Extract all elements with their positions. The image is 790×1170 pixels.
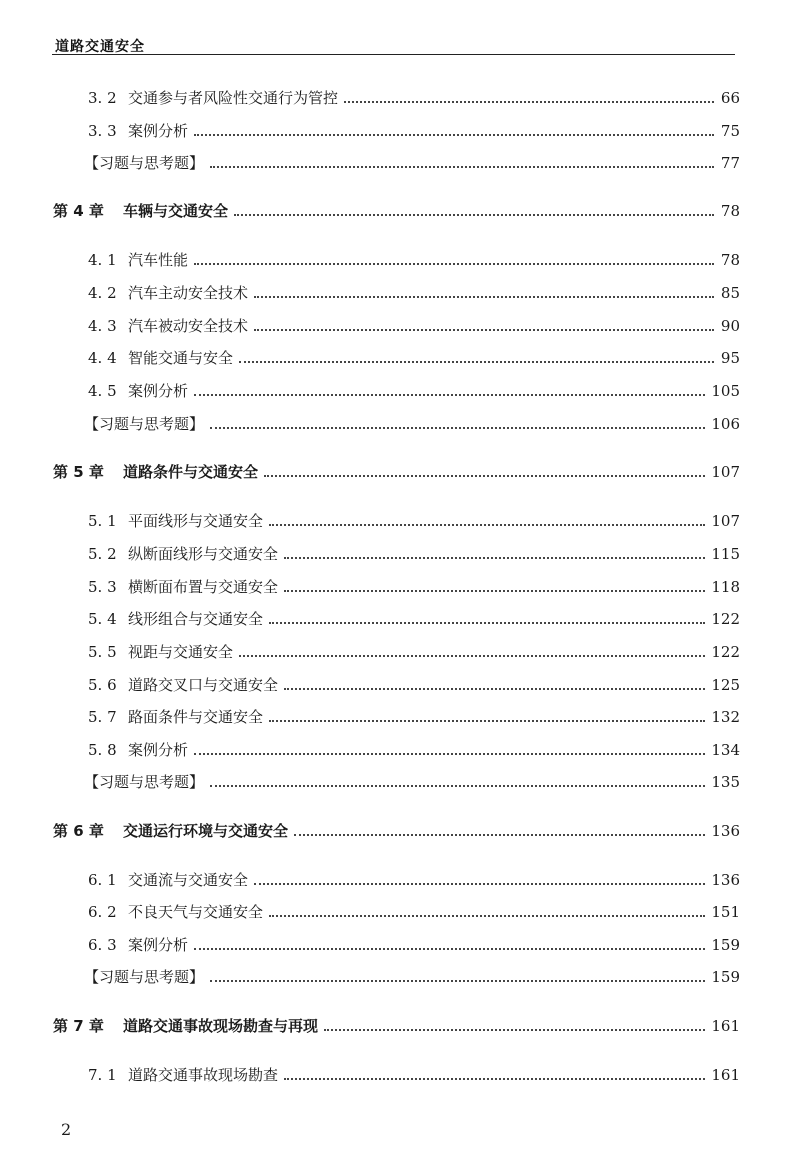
toc-section-entry bbox=[88, 381, 740, 401]
toc-entry-page: 118 bbox=[711, 578, 740, 596]
toc-entry-title: 平面线形与交通安全 bbox=[128, 512, 264, 530]
toc-entry-title: 道路交通事故现场勘查 bbox=[128, 1066, 279, 1084]
toc-entry-page: 66 bbox=[720, 89, 740, 107]
toc-entry-title: 线形组合与交通安全 bbox=[128, 610, 264, 628]
dot-leader bbox=[284, 1077, 705, 1080]
toc-entry-title: 案例分析 bbox=[128, 382, 189, 400]
dot-leader bbox=[269, 621, 705, 624]
dot-leader bbox=[239, 654, 705, 657]
dot-leader bbox=[194, 133, 714, 136]
toc-entry-title: 【习题与思考题】 bbox=[84, 968, 205, 986]
toc-entry-title: 案例分析 bbox=[128, 122, 189, 140]
toc-entry-number: 4. 4 bbox=[88, 349, 117, 367]
toc-section-entry bbox=[88, 250, 740, 270]
dot-leader bbox=[269, 523, 705, 526]
toc-entry-page: 105 bbox=[711, 382, 740, 400]
toc-entry-number: 5. 3 bbox=[88, 578, 117, 596]
dot-leader bbox=[210, 165, 714, 168]
toc-section-entry bbox=[88, 902, 740, 922]
page-number: 2 bbox=[61, 1120, 72, 1139]
toc-section-entry bbox=[88, 642, 740, 662]
toc-section-entry bbox=[88, 609, 740, 629]
toc-entry-page: 161 bbox=[711, 1066, 740, 1084]
toc-entry-page: 107 bbox=[711, 463, 740, 481]
toc-entry-title: 【习题与思考题】 bbox=[84, 415, 205, 433]
dot-leader bbox=[210, 784, 705, 787]
toc-section-entry bbox=[88, 740, 740, 760]
toc-entry-page: 75 bbox=[720, 122, 740, 140]
dot-leader bbox=[344, 100, 714, 103]
dot-leader bbox=[294, 833, 705, 836]
toc-entry-title: 路面条件与交通安全 bbox=[128, 708, 264, 726]
dot-leader bbox=[194, 752, 705, 755]
toc-section-entry bbox=[88, 511, 740, 531]
toc-section-entry bbox=[88, 283, 740, 303]
toc-section-entry bbox=[88, 88, 740, 108]
toc-entry-page: 132 bbox=[711, 708, 740, 726]
toc-entry-number: 5. 4 bbox=[88, 610, 117, 628]
toc-chapter-entry bbox=[53, 821, 740, 841]
toc-entry-title: 纵断面线形与交通安全 bbox=[128, 545, 279, 563]
toc-entry-number: 第 5 章 bbox=[53, 463, 104, 481]
toc-entry-title: 道路交叉口与交通安全 bbox=[128, 676, 279, 694]
toc-entry-title: 交通参与者风险性交通行为管控 bbox=[128, 89, 339, 107]
toc-entry-number: 5. 2 bbox=[88, 545, 117, 563]
dot-leader bbox=[194, 947, 705, 950]
toc-exercise-entry bbox=[84, 153, 740, 173]
toc-entry-number: 6. 2 bbox=[88, 903, 117, 921]
toc-entry-title: 交通运行环境与交通安全 bbox=[123, 822, 289, 840]
dot-leader bbox=[254, 295, 714, 298]
toc-entry-title: 【习题与思考题】 bbox=[84, 154, 205, 172]
toc-entry-number: 5. 5 bbox=[88, 643, 117, 661]
toc-section-entry bbox=[88, 935, 740, 955]
toc-exercise-entry bbox=[84, 967, 740, 987]
dot-leader bbox=[254, 328, 714, 331]
toc-entry-title: 汽车性能 bbox=[128, 251, 189, 269]
toc-section-entry bbox=[88, 675, 740, 695]
toc-entry-title: 道路条件与交通安全 bbox=[123, 463, 259, 481]
toc-entry-page: 151 bbox=[711, 903, 740, 921]
dot-leader bbox=[324, 1028, 705, 1031]
toc-section-entry bbox=[88, 1065, 740, 1085]
toc-entry-title: 汽车主动安全技术 bbox=[128, 284, 249, 302]
dot-leader bbox=[210, 979, 705, 982]
toc-entry-number: 3. 3 bbox=[88, 122, 117, 140]
toc-entry-title: 案例分析 bbox=[128, 741, 189, 759]
toc-entry-title: 不良天气与交通安全 bbox=[128, 903, 264, 921]
toc-entry-number: 6. 3 bbox=[88, 936, 117, 954]
toc-entry-title: 交通流与交通安全 bbox=[128, 871, 249, 889]
toc-entry-number: 第 6 章 bbox=[53, 822, 104, 840]
toc-entry-page: 78 bbox=[720, 202, 740, 220]
toc-entry-page: 134 bbox=[711, 741, 740, 759]
toc-entry-page: 159 bbox=[711, 968, 740, 986]
toc-entry-number: 5. 7 bbox=[88, 708, 117, 726]
dot-leader bbox=[269, 719, 705, 722]
dot-leader bbox=[194, 262, 714, 265]
dot-leader bbox=[284, 556, 705, 559]
toc-entry-page: 115 bbox=[711, 545, 740, 563]
dot-leader bbox=[194, 393, 705, 396]
toc-entry-page: 107 bbox=[711, 512, 740, 530]
toc-exercise-entry bbox=[84, 772, 740, 792]
toc-entry-number: 第 4 章 bbox=[53, 202, 104, 220]
toc-entry-number: 5. 1 bbox=[88, 512, 117, 530]
toc-entry-page: 159 bbox=[711, 936, 740, 954]
toc-entry-number: 5. 6 bbox=[88, 676, 117, 694]
toc-entry-page: 78 bbox=[720, 251, 740, 269]
dot-leader bbox=[284, 589, 705, 592]
toc-entry-title: 智能交通与安全 bbox=[128, 349, 234, 367]
toc-entry-page: 135 bbox=[711, 773, 740, 791]
toc-entry-title: 案例分析 bbox=[128, 936, 189, 954]
toc-entry-number: 4. 5 bbox=[88, 382, 117, 400]
toc-section-entry bbox=[88, 121, 740, 141]
toc-exercise-entry bbox=[84, 414, 740, 434]
toc-chapter-entry bbox=[53, 462, 740, 482]
toc-entry-number: 7. 1 bbox=[88, 1066, 117, 1084]
toc-entry-page: 106 bbox=[711, 415, 740, 433]
toc-entry-page: 95 bbox=[720, 349, 740, 367]
toc-entry-title: 【习题与思考题】 bbox=[84, 773, 205, 791]
dot-leader bbox=[234, 213, 714, 216]
toc-entry-number: 第 7 章 bbox=[53, 1017, 104, 1035]
dot-leader bbox=[264, 474, 705, 477]
toc-entry-number: 5. 8 bbox=[88, 741, 117, 759]
toc-entry-page: 122 bbox=[711, 610, 740, 628]
dot-leader bbox=[284, 687, 705, 690]
toc-entry-number: 4. 1 bbox=[88, 251, 117, 269]
toc-entry-page: 122 bbox=[711, 643, 740, 661]
toc-section-entry bbox=[88, 544, 740, 564]
toc-entry-page: 85 bbox=[720, 284, 740, 302]
toc-entry-title: 车辆与交通安全 bbox=[123, 202, 229, 220]
toc-section-entry bbox=[88, 577, 740, 597]
toc-entry-title: 横断面布置与交通安全 bbox=[128, 578, 279, 596]
running-header-title: 道路交通安全 bbox=[55, 39, 145, 55]
toc-entry-title: 视距与交通安全 bbox=[128, 643, 234, 661]
toc-chapter-entry bbox=[53, 1016, 740, 1036]
toc-entry-title: 道路交通事故现场勘查与再现 bbox=[123, 1017, 319, 1035]
toc-chapter-entry bbox=[53, 201, 740, 221]
toc-entry-page: 161 bbox=[711, 1017, 740, 1035]
toc-section-entry bbox=[88, 348, 740, 368]
toc-entry-number: 4. 2 bbox=[88, 284, 117, 302]
toc-entry-page: 90 bbox=[720, 317, 740, 335]
dot-leader bbox=[239, 360, 714, 363]
toc-section-entry bbox=[88, 707, 740, 727]
toc-entry-number: 3. 2 bbox=[88, 89, 117, 107]
toc-entry-title: 汽车被动安全技术 bbox=[128, 317, 249, 335]
toc-entry-number: 6. 1 bbox=[88, 871, 117, 889]
toc-entry-page: 125 bbox=[711, 676, 740, 694]
toc-section-entry bbox=[88, 870, 740, 890]
toc-entry-page: 136 bbox=[711, 822, 740, 840]
toc-section-entry bbox=[88, 316, 740, 336]
dot-leader bbox=[210, 426, 705, 429]
toc-entry-page: 77 bbox=[720, 154, 740, 172]
toc-entry-page: 136 bbox=[711, 871, 740, 889]
dot-leader bbox=[269, 914, 705, 917]
dot-leader bbox=[254, 882, 705, 885]
toc-entry-number: 4. 3 bbox=[88, 317, 117, 335]
